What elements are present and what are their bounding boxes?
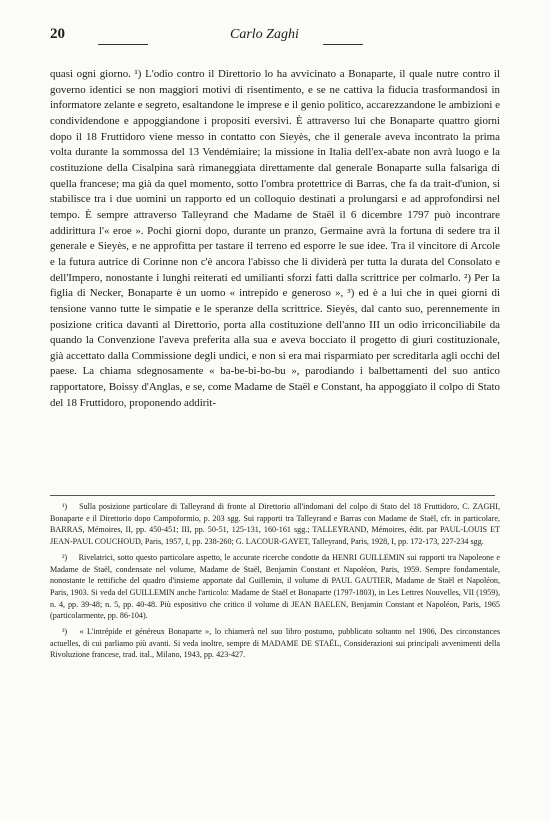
header-rule-left <box>98 44 148 45</box>
footnote-text: Sulla posizione particolare di Talleyrand di fronte al Direttorio all'indomani del colpo di Stato del 18 Fruttidoro, C. ZAGHI, Bonaparte e il Direttorio dopo Campoformio, p. 203 sgg. Sui rapporti tra Talleyrand e Barras con Madame de Staël, cfr. in particolare, BARRAS, Mémoires, II, pp. 450-451; III, pp. 50-51, 125-131, 160-161 sgg.; TALLEYRAND, Mémoires, édit. par PAUL-LOUIS ET JEAN-PAUL COUCHOUD, Paris, 1957, I, pp. 238-260; G. LACOUR-GAYET, Talleyrand, Paris, 1928, I, pp. 172-173, 227-234 sgg. <box>50 502 501 547</box>
footnote-1 <box>50 501 500 548</box>
footnote-text: « L'intrépide et généreux Bonaparte », lo chiamerà nel suo libro postumo, pubblicato soltanto nel 1906, Des circonstances actuelles, di cui parliamo più avanti. Si veda inoltre, sempre di MADAME DE STAËL, Considerazioni sui principali avvenimenti della Rivoluzione francese, trad. ital., Milano, 1943, pp. 423-427. <box>50 627 501 660</box>
footnote-3 <box>50 626 500 661</box>
footnote-marker: ¹) <box>62 502 68 511</box>
footnote-2 <box>50 552 500 622</box>
page-number: 20 <box>50 26 65 42</box>
page-header <box>50 26 500 48</box>
footnote-marker: ³) <box>62 627 68 637</box>
footnotes <box>50 501 500 665</box>
footnote-text: Rivelatrici, sotto questo particolare aspetto, le accurate ricerche condotte da HENRI GUILLEMIN sui rapporti tra Napoleone e Madame de Staël, condensate nel volume, Madame de Staël, Benjamin Constant et Napoléon, Paris, 1959. Sempre fondamentale, nonostante le rettifiche del quadro d'insieme apportate dal Guillemin, il volume di PAUL GAUTIER, Madame de Staël et Napoléon, Paris, 1903. Si veda del GUILLEMIN anche l'articolo: Madame de Staël et Bonaparte (1797-1803), in Les Lettres Nouvelles, VII (1959), n. 4, pp. 39-48; n. 5, pp. 40-48. Più espositivo che critico il volume di JEAN BAELEN, Benjamin Constant et Napoléon, Paris, 1965 (particolarmente, pp. 86-104). <box>50 552 501 621</box>
footnote-marker: ²) <box>62 552 68 562</box>
body-paragraph: quasi ogni giorno. ¹) L'odio contro il Direttorio lo ha avvicinato a Bonaparte, il quale nutre contro il governo identici se non maggiori motivi di risentimento, e se ne cattiva la fiducia trasformandosi in informatore zelante e segreto, esaltandone le imprese e il genio politico, accarezzandone le ambizioni e condividendone e appoggiandone i propositi eversivi. È attraverso lui che Bonaparte quattro giorni dopo il 18 Fruttidoro viene messo in contatto con Sieyès, che il generale aveva incontrato la prima volta durante la sommossa del 13 Vendémiaire; la missione in Italia dell'ex-abate non avrà luogo e la costituzione della Cisalpina sarà rimaneggiata direttamente dal generale Bonaparte sulla falsariga di quella francese; ma già da quel momento, sotto l'ombra protettrice di Barras, che fa da trait-d'union, si stabilisce tra i due uomini un rapporto ed un colloquio destinati a prolungarsi e ad approfondirsi nel tempo. È sempre attraverso Talleyrand che Madame de Staël il 6 dicembre 1797 può incontrare addirittura l'« eroe ». Pochi giorni dopo, durante un pranzo, Germaine avrà la fortuna di sedere tra il generale e Sieyès, e ne approfitta per tastare il terreno ed esporre le sue idee. Tra il vincitore di Arcole e la futura autrice di Corinne non c'è ancora l'abisso che li dividerà per tutta la durata del Consolato e dell'Impero, nonostante i lunghi reiterati ed umilianti sforzi fatti dalla scrittrice per colmarlo. ²) Per la figlia di Necker, Bonaparte è un uomo « intrepido e generoso », ³) ed è a lui che in quei giorni di tensione vanno tutte le simpatie e le speranze della scrittrice. Sieyès, dal canto suo, perennemente in posizione critica davanti al Direttorio, porta alla costituzione dell'anno III un odio irriconciliabile da quando la Convenzione l'aveva preferita alla sua e aveva bocciato il progetto di giurì costituzionale, già accettato dalla Commissione degli undici, e non si era mai risparmiato per screditarla agli occhi del paese. La chiama sdegnosamente « ba-be-bi-bo-bu », parodiando i balbettamenti del suo antico rapportatore, Boissy d'Anglas, e se, come Madame de Staël e Constant, ha appoggiato il colpo di Stato del 18 Fruttidoro, proponendo addirit- <box>50 68 500 409</box>
header-rule-right <box>323 44 363 45</box>
footnote-separator <box>50 495 495 496</box>
running-head: Carlo Zaghi <box>230 27 299 42</box>
